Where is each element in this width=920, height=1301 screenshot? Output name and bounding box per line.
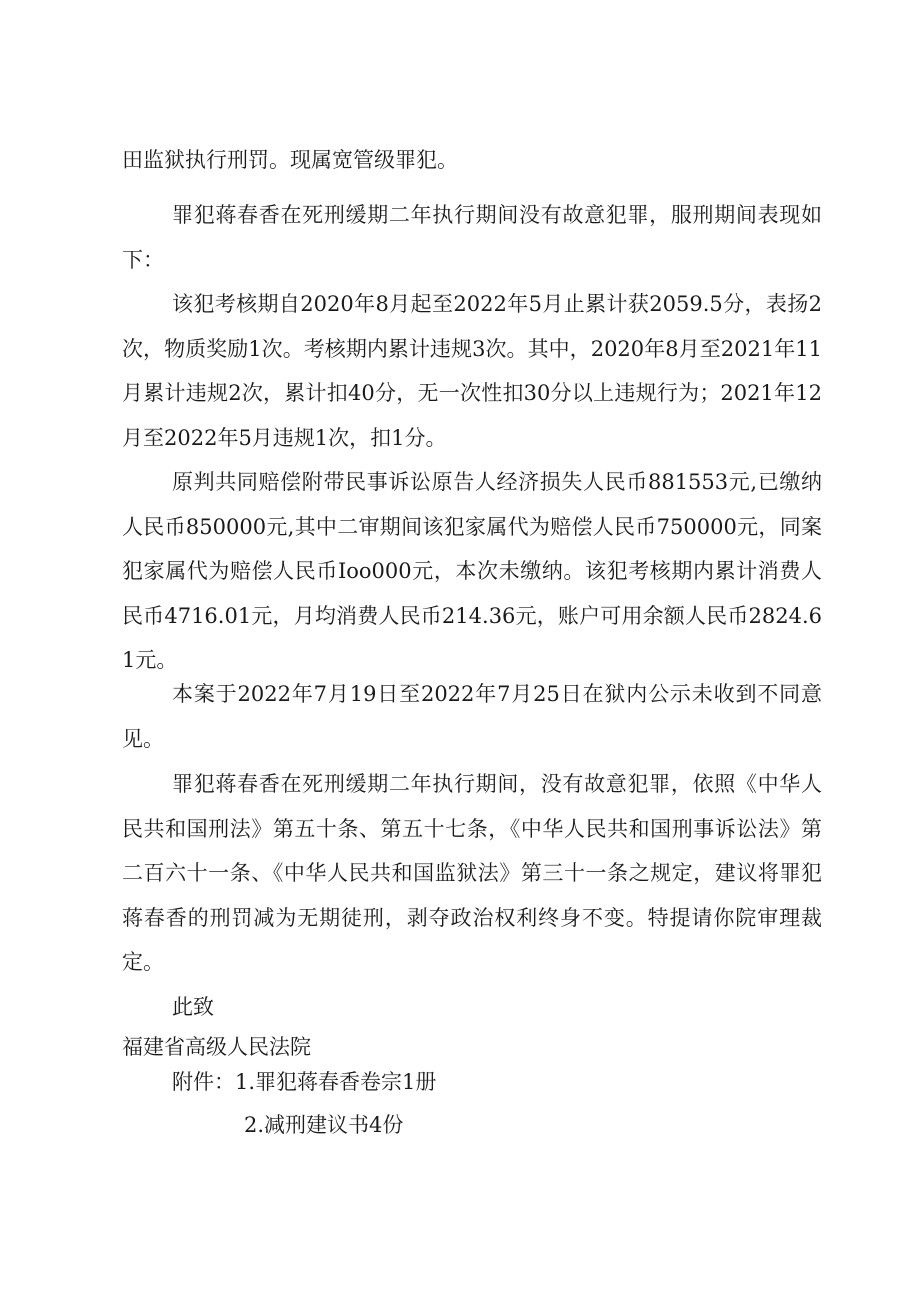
paragraph-compensation: 原判共同赔偿附带民事诉讼原告人经济损失人民币881553元,已缴纳人民币850000元,其中二审期间该犯家属代为赔偿人民币750000元，同案犯家属代为赔偿人民币Ioo000元，本次未缴纳。该犯考核期内累计消费人民币4716.01元，月均消费人民币214.36元，账户可用余额人民币2824.61元。 [122,470,822,672]
closing-salutation: 此致 [172,995,214,1019]
attachment-item-2: 2.减刑建议书4份 [244,1113,404,1137]
paragraph-prison-status: 田监狱执行刑罚。现属宽管级罪犯。 [122,148,458,172]
attachment-line-1 [172,1060,436,1104]
attachment-label: 附件： [172,1070,235,1094]
attachment-item-1: 1.罪犯蒋春香卷宗1册 [235,1070,437,1094]
paragraph-public-notice: 本案于2022年7月19日至2022年7月25日在狱内公示未收到不同意见。 [122,682,822,751]
paragraph-performance-intro: 罪犯蒋春香在死刑缓期二年执行期间没有故意犯罪，服刑期间表现如下： [122,203,822,272]
paragraph-recommendation: 罪犯蒋春香在死刑缓期二年执行期间，没有故意犯罪，依照《中华人民共和国刑法》第五十条、第五十七条，《中华人民共和国刑事诉讼法》第二百六十一条、《中华人民共和国监狱法》第三十一条之规定，建议将罪犯蒋春香的刑罚减为无期徒刑，剥夺政治权利终身不变。特提请你院审理裁定。 [122,772,822,974]
paragraph-assessment: 该犯考核期自2020年8月起至2022年5月止累计获2059.5分，表扬2次，物质奖励1次。考核期内累计违规3次。其中，2020年8月至2021年11月累计违规2次，累计扣40分，无一次性扣30分以上违规行为；2021年12月至2022年5月违规1次，扣1分。 [122,292,822,450]
recipient-court: 福建省高级人民法院 [122,1035,311,1059]
